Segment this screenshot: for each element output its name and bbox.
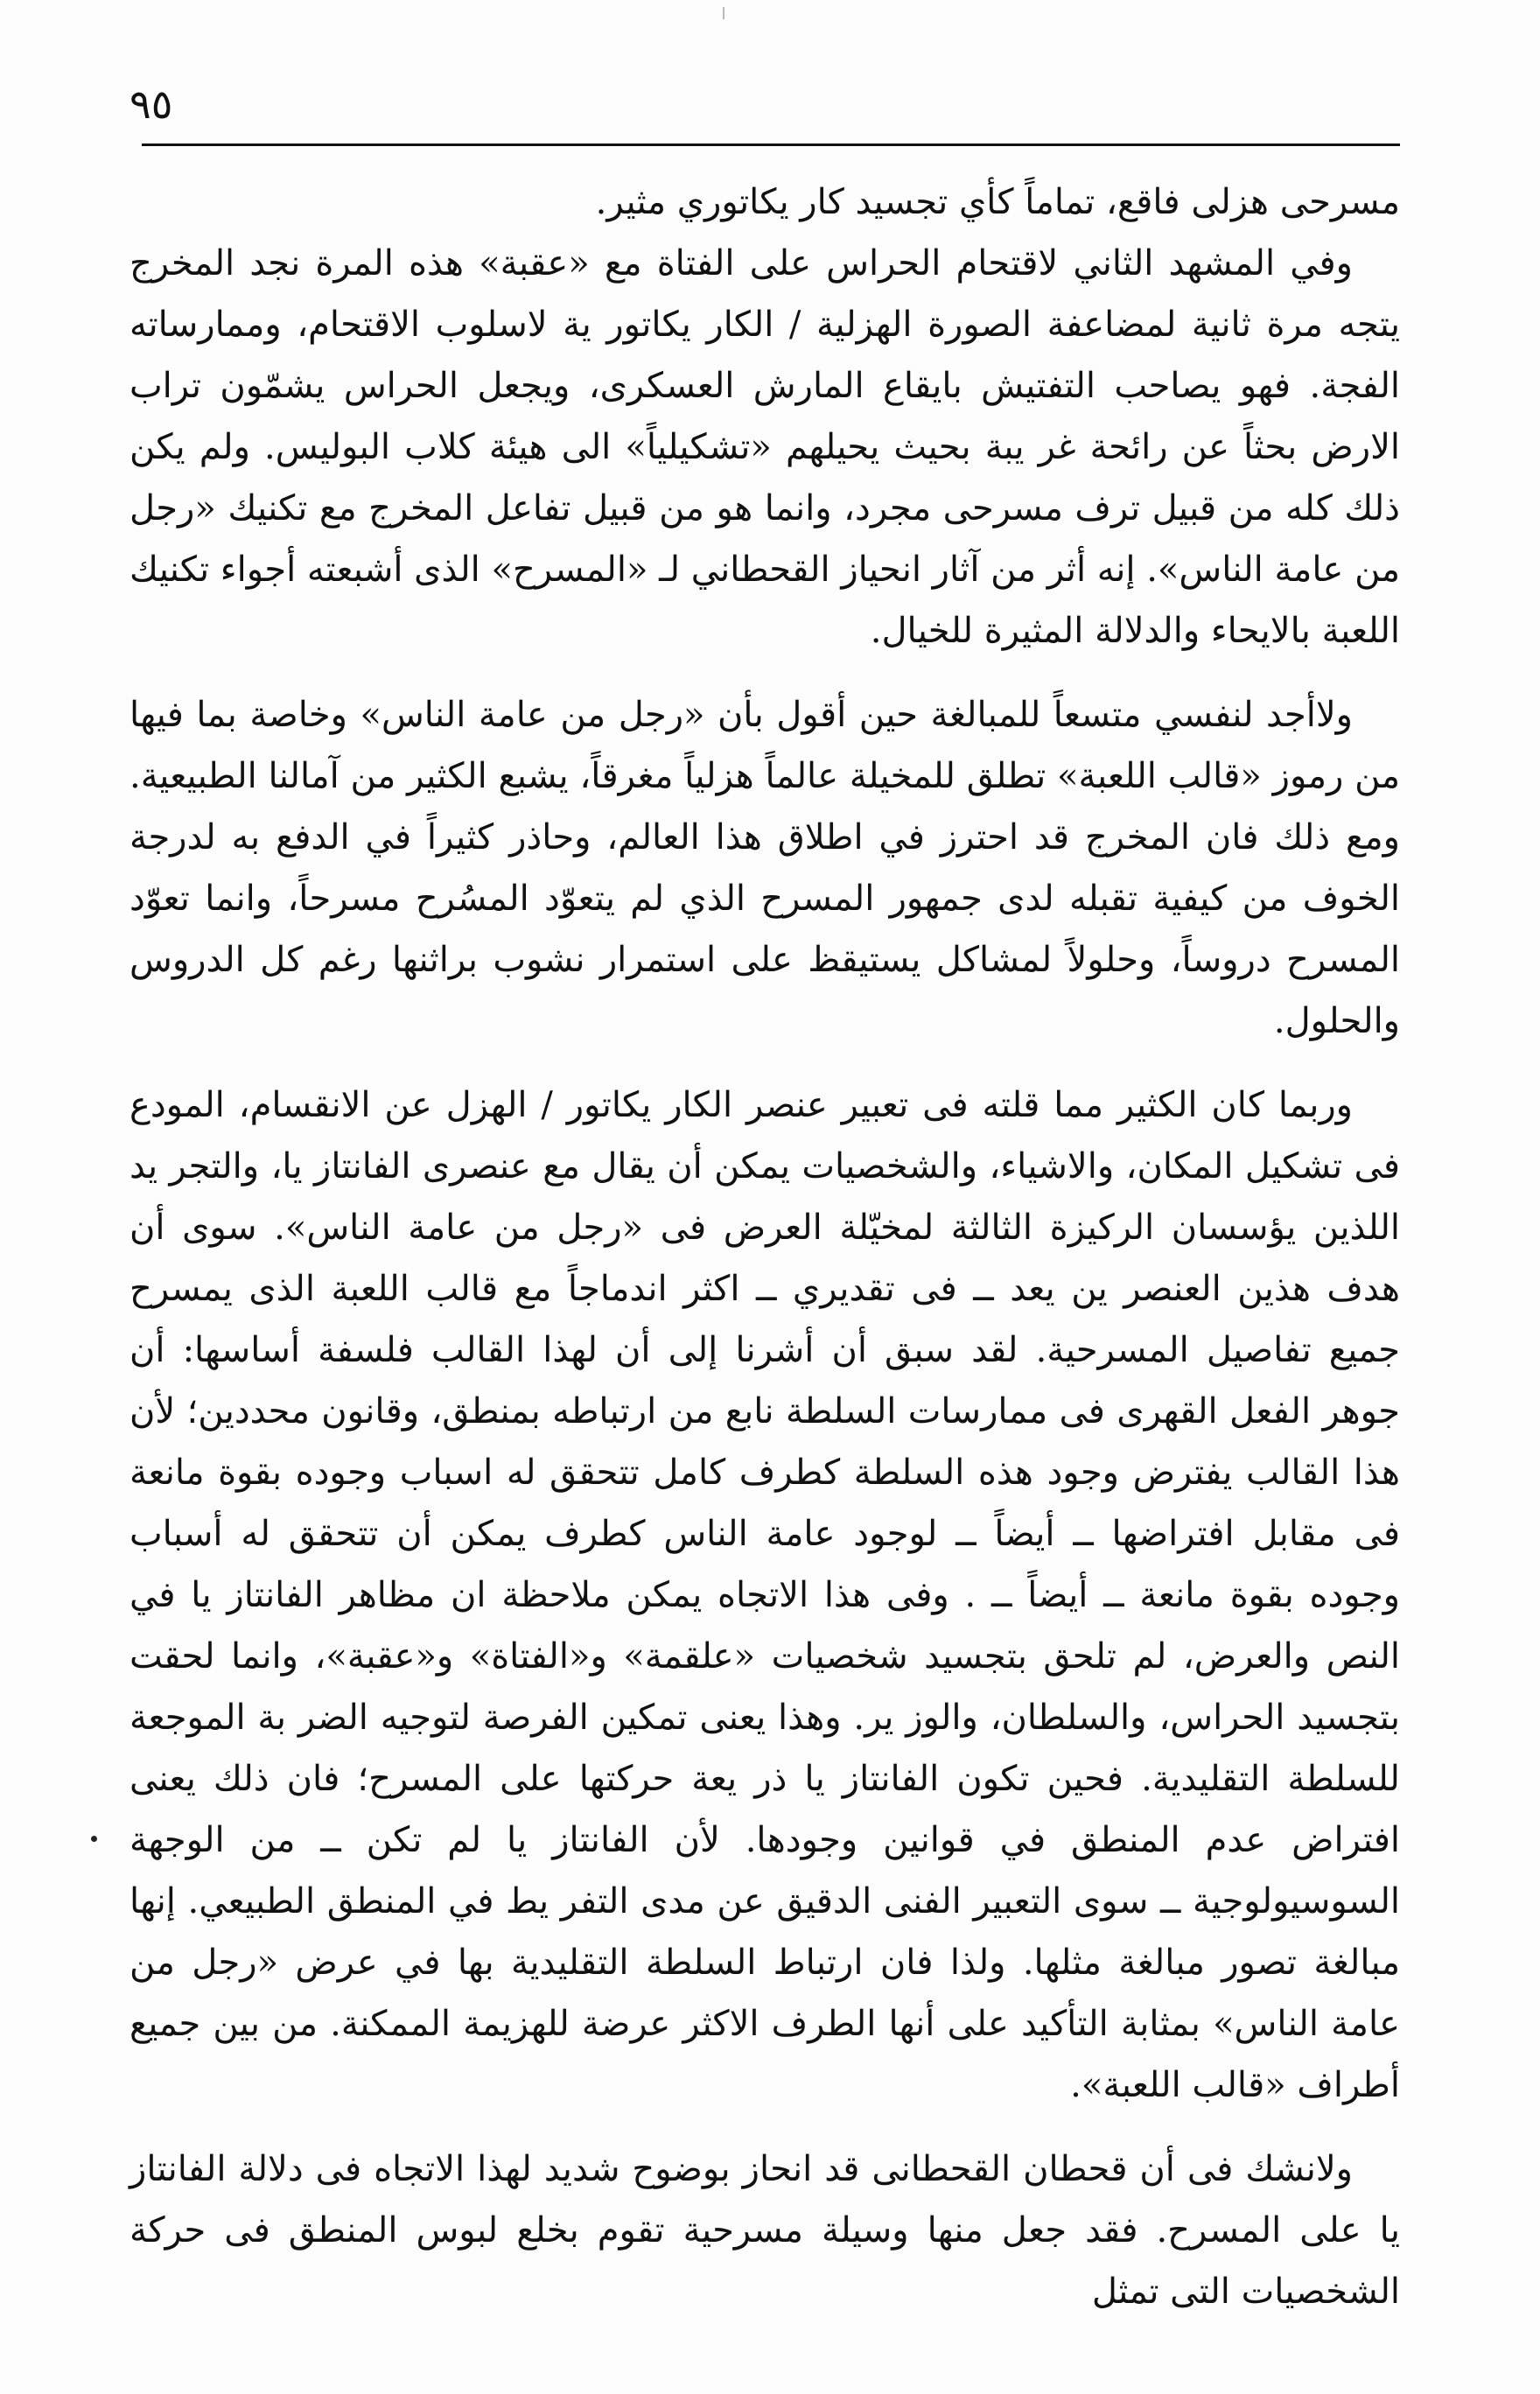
paragraph-5: ولانشك فى أن قحطان القحطانى قد انحاز بوضوح شديد لهذا الاتجاه فى دلالة الفانتاز يا على المسرح. فقد جعل منها وسيلة مسرحية تقوم بخلع لبوس المنطق فى حركة الشخصيات التى تمثل (130, 2149, 1400, 2312)
paragraph-1: مسرحى هزلى فاقع، تماماً كأي تجسيد كار يكاتوري مثير. (595, 182, 1400, 222)
paragraph-2: وفي المشهد الثاني لاقتحام الحراس على الفتاة مع «عقبة» هذه المرة نجد المخرج يتجه مرة ثانية لمضاعفة الصورة الهزلية / الكار يكاتور ية لاسلوب الاقتحام، وممارساته الفجة. فهو يصاحب التفتيش بايقاع المارش العسكرى، ويجعل الحراس يشمّون تراب الارض بحثاً عن رائحة غر يبة بحيث يحيلهم «تشكيلياً» الى هيئة كلاب البوليس. ولم يكن ذلك كله من قبيل ترف مسرحى مجرد، وانما هو من قبيل تفاعل المخرج مع تكنيك «رجل من عامة الناس». إنه أثر من آثار انحياز القحطاني لـ «المسرح» الذى أشبعته أجواء تكنيك اللعبة بالايحاء والدلالة المثيرة للخيال. (130, 243, 1400, 651)
header-rule (142, 144, 1400, 146)
body-text (130, 172, 1400, 2322)
scan-artifact (723, 7, 724, 19)
paragraph-4: وربما كان الكثير مما قلته فى تعبير عنصر الكار يكاتور / الهزل عن الانقسام، المودع فى تشكيل المكان، والاشياء، والشخصيات يمكن أن يقال مع عنصرى الفانتاز يا، والتجر يد اللذين يؤسسان الركيزة الثالثة لمخيّلة العرض فى «رجل من عامة الناس». سوى أن هدف هذين العنصر ين يعد ــ فى تقديري ــ اكثر اندماجاً مع قالب اللعبة الذى يمسرح جميع تفاصيل المسرحية. لقد سبق أن أشرنا إلى أن لهذا القالب فلسفة أساسها: أن جوهر الفعل القهرى فى ممارسات السلطة نابع من ارتباطه بمنطق، وقانون محددين؛ لأن هذا القالب يفترض وجود هذه السلطة كطرف كامل تتحقق له اسباب وجوده بقوة مانعة فى مقابل افتراضها ــ أيضاً ــ لوجود عامة الناس كطرف يمكن أن تتحقق له أسباب وجوده بقوة مانعة ــ أيضاً ــ . وفى هذا الاتجاه يمكن ملاحظة ان مظاهر الفانتاز يا في النص والعرض، لم تلحق بتجسيد شخصيات «علقمة» و«الفتاة» و«عقبة»، وانما لحقت بتجسيد الحراس، والسلطان، والوز ير. وهذا يعنى تمكين الفرصة لتوجيه الضر بة الموجعة للسلطة التقليدية. فحين تكون الفانتاز يا ذر يعة حركتها على المسرح؛ فان ذلك يعنى افتراض عدم المنطق في قوانين وجودها. لأن الفانتاز يا لم تكن ــ من الوجهة السوسيولوجية ــ سوى التعبير الفنى الدقيق عن مدى التفر يط في المنطق الطبيعي. إنها مبالغة تصور مبالغة مثلها. ولذا فان ارتباط السلطة التقليدية بها في عرض «رجل من عامة الناس» بمثابة التأكيد على أنها الطرف الاكثر عرضة للهزيمة الممكنة. من بين جميع أطراف «قالب اللعبة». (130, 1085, 1401, 2105)
paragraph-3: ولاأجد لنفسي متسعاً للمبالغة حين أقول بأن «رجل من عامة الناس» وخاصة بما فيها من رموز «قالب اللعبة» تطلق للمخيلة عالماً هزلياً مغرقاً، يشبع الكثير من آمالنا الطبيعية. ومع ذلك فان المخرج قد احترز في اطلاق هذا العالم، وحاذر كثيراً في الدفع به لدرجة الخوف من كيفية تقبله لدى جمهور المسرح الذي لم يتعوّد المسُرح مسرحاً، وانما تعوّد المسرح دروساً، وحلولاً لمشاكل يستيقظ على استمرار نشوب براثنها رغم كل الدروس والحلول. (130, 695, 1400, 1041)
margin-mark (91, 1836, 97, 1842)
page-number: ٩٥ (130, 80, 173, 128)
